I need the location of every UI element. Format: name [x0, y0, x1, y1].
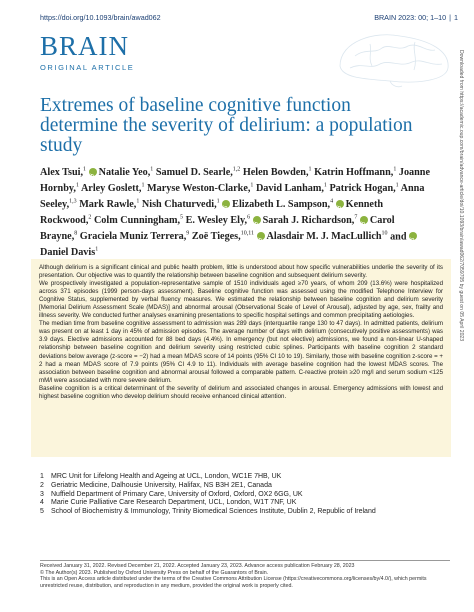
affiliation-number: 5 — [40, 508, 44, 516]
author-name — [142, 199, 220, 210]
author-name — [81, 183, 145, 194]
author-text: Maryse Weston-Clarke, — [147, 183, 251, 195]
running-header — [40, 10, 458, 26]
abstract-paragraph: The median time from baseline cognitive assessment to admission was 289 days (interquartile range 130 to 47 days). In admitted patients, delirium was present on at least 1 day in 45% of admission episodes. The average number of days with delirium (consecutively positive assessments) was 3.9 days. Elective admissions accounted for 88 bed days (4.4%). In emergency (but not elective) admissions, we found a non-linear U-shaped relationship between baseline cognition and delirium severity using restricted cubic splines. Participants with baseline cognition 2 standard deviations below average (z-score = −2) had a mean MDAS score of 14 points (95% CI 10 to 19). Similarly, those with baseline cognition z-score = + 2 had a mean MDAS score of 7.9 points (95% CI 4.9 to 11). Individuals with average baseline cognition had the lowest MDAS scores. The association between baseline cognition and abnormal arousal followed a comparable pattern. C-reactive protein ≥20 mg/l and serum sodium <125 mM/l were associated with more severe delirium. — [39, 320, 443, 384]
affiliation-marker: 4 — [330, 198, 334, 205]
author-text: Carol Brayne, — [40, 215, 395, 243]
author-name — [243, 167, 312, 178]
author-text: Colm Cunningham, — [93, 215, 181, 227]
author-text: Daniel Davis — [40, 247, 96, 259]
journal-reference — [374, 13, 458, 22]
affiliation-marker: 1 — [136, 198, 140, 205]
header-separator: | — [449, 13, 451, 22]
author-text: Mark Rawle, — [79, 199, 137, 211]
affiliation-marker: 1,3 — [69, 198, 77, 205]
affiliation-text: Geriatric Medicine, Dalhousie University, Halifax, NS B3H 2E1, Canada — [51, 481, 272, 489]
author-text: Alasdair M. J. MacLullich — [266, 231, 382, 243]
affiliation-marker: 1 — [75, 182, 79, 189]
affiliation-text: MRC Unit for Lifelong Health and Ageing at UCL, London, WC1E 7HB, UK — [51, 473, 282, 480]
affiliation-marker: 1,2 — [232, 167, 241, 173]
article-title: Extremes of baseline cognitive function determine the severity of delirium: a population study — [40, 95, 413, 156]
affiliation-marker: 1 — [83, 167, 87, 173]
download-sidebar — [448, 50, 468, 605]
orcid-icon[interactable] — [360, 216, 368, 224]
affiliation-item — [40, 499, 450, 508]
author-text: Nish Chaturvedi, — [141, 199, 217, 211]
affiliation-marker: 7 — [354, 214, 358, 221]
author-text: Anna Seeley, — [40, 183, 425, 211]
affiliation-marker: 1 — [395, 182, 399, 189]
author-text: Graciela Muniz Terrera, — [79, 231, 187, 243]
affiliation-marker: 1 — [150, 167, 154, 173]
affiliation-number: 3 — [40, 490, 44, 498]
author-name — [314, 167, 396, 178]
affiliation-marker: 8 — [74, 230, 78, 237]
affiliation-number: 2 — [40, 481, 44, 489]
doi-link[interactable]: https://doi.org/10.1093/brain/awad062 — [40, 13, 161, 22]
author-name — [147, 183, 253, 194]
orcid-icon[interactable] — [222, 200, 230, 208]
copyright-line: © The Author(s) 2023. Published by Oxford University Press on behalf of the Guarantors of Brain. — [40, 569, 269, 576]
author-name — [40, 167, 86, 178]
abstract-paragraph: Although delirium is a significant clinical and public health problem, little is understood about how specific vulnerabilities underlie the severity of its presentation. Our objective was to quantify the relationship between baseline cognition and subsequent delirium severity. — [39, 264, 443, 280]
affiliation-marker: 1 — [250, 182, 254, 189]
orcid-icon[interactable] — [253, 216, 261, 224]
license-text: This is an Open Access article distributed under the terms of the Creative Commons Attribution License (https://creativecommons.org/licenses/by/4.0/), which permits unrestricted reuse, distribution, and reproduction in any medium, provided the original work is properly cited. — [40, 576, 427, 590]
received-dates: Received January 31, 2022. Revised December 21, 2022. Accepted January 23, 2023. Advance access publication February 28, 2023 — [40, 562, 355, 569]
author-text: Zoë Tieges, — [191, 231, 241, 243]
affiliation-item — [40, 508, 450, 517]
affiliation-marker: 1 — [323, 182, 327, 189]
affiliation-text: Nuffield Department of Primary Care, University of Oxford, Oxford, OX2 6GG, UK — [51, 490, 303, 498]
author-name — [79, 199, 139, 210]
affiliation-marker: 6 — [247, 214, 251, 221]
author-text: and — [390, 231, 407, 243]
affiliation-marker: 5 — [180, 214, 184, 221]
orcid-icon[interactable] — [336, 200, 344, 208]
download-notice: Downloaded from https://academic.oup.com/brain/advance-article/doi/10.1093/brain/awad062/7059705 by guest on 05 April 2023 — [458, 50, 464, 342]
author-text: Natalie Yeo, — [98, 167, 151, 179]
author-name[interactable] — [253, 215, 358, 226]
author-list — [40, 164, 430, 260]
author-name — [192, 231, 254, 242]
affiliation-marker: 1 — [393, 167, 397, 173]
author-text: Alex Tsui, — [40, 167, 84, 179]
affiliation-number: 1 — [40, 473, 44, 480]
publication-history — [40, 560, 450, 590]
author-text: E. Wesley Ely, — [185, 215, 248, 227]
page-number: 1 — [454, 13, 458, 22]
author-name — [329, 183, 398, 194]
divider — [40, 560, 450, 561]
article-type-label: ORIGINAL ARTICLE — [40, 63, 135, 72]
author-text: Katrin Hoffmann, — [314, 167, 394, 179]
author-text: Sarah J. Richardson, — [262, 215, 355, 227]
orcid-icon[interactable] — [257, 232, 265, 240]
affiliation-marker: 10,11 — [240, 230, 254, 237]
affiliation-marker: 1 — [216, 198, 220, 205]
affiliation-text: Marie Curie Palliative Care Research Department, UCL, London, W1T 7NF, UK — [51, 499, 297, 507]
author-name[interactable] — [89, 167, 154, 178]
author-name — [94, 215, 183, 226]
author-name — [156, 167, 240, 178]
orcid-icon[interactable] — [89, 168, 97, 176]
author-text: Samuel D. Searle, — [155, 167, 233, 179]
affiliation-marker: 9 — [186, 230, 190, 237]
author-text: Helen Bowden, — [242, 167, 309, 179]
author-text: David Lanham, — [255, 183, 324, 195]
author-name — [390, 231, 406, 242]
abstract-paragraph: Baseline cognition is a critical determinant of the severity of delirium and associated changes in arousal. Emergency admissions with lowest and highest baseline cognition who develop delirium should receive enhanced clinical attention. — [39, 384, 443, 400]
affiliation-number: 4 — [40, 499, 44, 507]
author-text: Elizabeth L. Sampson, — [232, 199, 331, 211]
journal-logo — [40, 33, 240, 81]
journal-title: BRAIN — [40, 31, 130, 61]
affiliation-item — [40, 491, 450, 500]
affiliation-marker: 2 — [88, 214, 92, 221]
author-name — [186, 215, 251, 226]
affiliation-marker: 1 — [308, 167, 312, 173]
author-name — [80, 231, 189, 242]
author-text: Arley Goslett, — [80, 183, 142, 195]
abstract-box — [31, 259, 451, 457]
journal-citation: BRAIN 2023: 00; 1–10 — [374, 13, 447, 22]
abstract-paragraph: We prospectively investigated a population-representative sample of 1510 individuals aged ≥70 years, of whom 209 (13.6%) were hospitalized across 371 episodes (1999 person-days assessment). Baseline cognitive function was assessed using the modified Telephone Interview for Cognitive Status, supplemented by verbal fluency measures. We estimated the relationship between baseline cognition and delirium severity [Memorial Delirium Assessment Scale (MDAS)] and abnormal arousal (Observational Scale of Level of Arousal), adjusted by age, sex, frailty and illness severity. We conducted further analyses examining presentations to specific hospital settings and common precipitating aetiologies. — [39, 280, 443, 320]
author-text: Patrick Hogan, — [329, 183, 396, 195]
affiliation-item — [40, 482, 450, 491]
author-text: Kenneth Rockwood, — [40, 199, 384, 227]
affiliation-marker: 1 — [141, 182, 145, 189]
author-name[interactable] — [222, 199, 333, 210]
affiliations-list — [40, 473, 450, 517]
author-text: Joanne Hornby, — [40, 167, 430, 195]
author-name — [256, 183, 327, 194]
orcid-icon[interactable] — [409, 232, 417, 240]
author-name[interactable] — [257, 231, 388, 242]
affiliation-marker: 10 — [381, 230, 388, 237]
affiliation-text: School of Biochemistry & Immunology, Trinity Biomedical Sciences Institute, Dublin 2, Republic of Ireland — [51, 508, 376, 516]
affiliation-item — [40, 473, 450, 482]
affiliation-marker: 1 — [95, 246, 99, 253]
